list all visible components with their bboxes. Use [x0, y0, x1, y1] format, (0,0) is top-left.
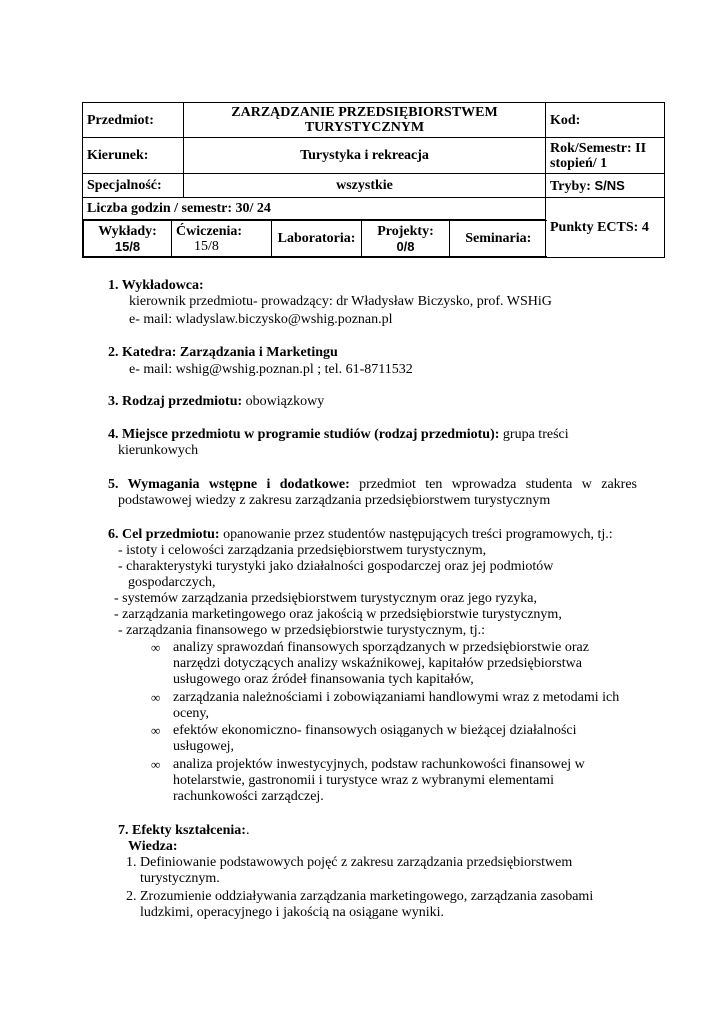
s6-value: opanowanie przez studentów następujących treści programowych, tj.: — [219, 527, 613, 542]
specjalnosc-value: wszystkie — [184, 174, 546, 198]
bullet-3-line1: efektów ekonomiczno- finansowych osiąganych w bieżącej działalności — [173, 723, 577, 738]
course-header-table — [82, 102, 665, 258]
bullet-infinity-icon: ∞ — [151, 640, 161, 655]
kod-label: Kod: — [546, 103, 665, 138]
punkty-label: Punkty ECTS — [550, 220, 634, 235]
tryby — [546, 174, 665, 198]
projekty-label: Projekty: — [377, 223, 434, 239]
tryby-value: S/NS — [594, 177, 625, 193]
cwiczenia-label: Ćwiczenia: — [176, 223, 243, 239]
punkty-ects — [546, 198, 665, 258]
punkty-value: : 4 — [633, 220, 649, 235]
s6-item-2: - charakterystyki turystyki jako działalności gospodarczej oraz jej podmiotów — [118, 559, 554, 574]
bullet-1-line2: narzędzi dotyczących analizy wskaźnikowej, kapitałów przedsiębiorstwa — [173, 656, 582, 671]
przedmiot-value-line1: ZARZĄDZANIE PRZEDSIĘBIORSTWEM — [231, 105, 498, 120]
bullet-1-line1: analizy sprawozdań finansowych sporządzanych w przedsiębiorstwie oraz — [173, 640, 589, 655]
s2-line1: e- mail: wshig@wshig.poznan.pl ; tel. 61-8711532 — [129, 362, 413, 377]
kierunek-label: Kierunek: — [83, 138, 184, 174]
s5-line2: podstawowej wiedzy z zakresu zarządzania przedsiębiorstwem turystycznym — [118, 493, 551, 508]
bullet-2-line2: oceny, — [173, 706, 210, 721]
laboratoria-cell: Laboratoria: — [272, 221, 362, 257]
s6-row — [108, 527, 613, 543]
s4-line2: kierunkowych — [118, 443, 199, 458]
s3-row — [108, 394, 324, 410]
s7-title: 7. Efekty kształcenia: — [118, 823, 246, 838]
bullet-infinity-icon: ∞ — [151, 690, 161, 705]
s6-item-5: - zarządzania finansowego w przedsiębiorstwie turystycznym, tj.: — [118, 623, 485, 638]
s1-line1: kierownik przedmiotu- prowadzący: dr Władysław Biczysko, prof. WSHiG — [129, 294, 552, 309]
kierunek-value: Turystyka i rekreacja — [184, 138, 546, 174]
przedmiot-label: Przedmiot: — [83, 103, 184, 138]
s6-title: 6. Cel przedmiotu: — [108, 527, 220, 542]
bullet-2-line1: zarządzania należnościami i zobowiązaniami handlowymi wraz z metodami ich — [173, 690, 620, 705]
s7-item-2-line1: 2. Zrozumienie oddziaływania zarządzania marketingowego, zarządzania zasobami — [126, 889, 594, 904]
s1-line2: e- mail: wladyslaw.biczysko@wshig.poznan.pl — [129, 312, 393, 327]
hours-breakdown — [83, 220, 546, 258]
rok-semestr — [546, 138, 665, 174]
s7-item-1-line2: turystycznym. — [140, 871, 220, 886]
s3-title: 3. Rodzaj przedmiotu: — [108, 394, 243, 409]
cwiczenia-cell — [172, 221, 272, 257]
bullet-4-line1: analiza projektów inwestycyjnych, podstaw rachunkowości finansowej w — [173, 757, 585, 772]
s4-title: 4. Miejsce przedmiotu w programie studiów (rodzaj przedmiotu): — [108, 427, 500, 442]
wyklady-label: Wykłady: — [98, 223, 157, 239]
cwiczenia-value: 15/8 — [194, 238, 219, 254]
bullet-4-line3: rachunkowości zarządczej. — [173, 789, 324, 804]
tryby-label: Tryby: — [550, 178, 591, 194]
seminaria-cell: Seminaria: — [450, 221, 547, 257]
bullet-infinity-icon: ∞ — [151, 723, 161, 738]
s6-item-3: - systemów zarządzania przedsiębiorstwem turystycznym oraz jego ryzyka, — [114, 591, 537, 606]
bullet-1-line3: usługowego oraz źródeł finansowania tych kapitałów, — [173, 672, 474, 687]
s7-item-2-line2: ludzkimi, operacyjnego i jakością na osiągane wyniki. — [140, 905, 445, 920]
s7-title-suffix: . — [245, 823, 250, 838]
s7-item-1-line1: 1. Definiowanie podstawowych pojęć z zakresu zarządzania przedsiębiorstwem — [126, 855, 573, 870]
specjalnosc-label: Specjalność: — [83, 174, 184, 198]
rok-line2: stopień/ 1 — [550, 155, 608, 171]
bullet-3-line2: usługowej, — [173, 739, 235, 754]
s5-value: przedmiot ten wprowadza studenta w zakres — [359, 477, 637, 492]
projekty-cell — [362, 221, 450, 257]
s6-item-2-cont: gospodarczych, — [128, 575, 216, 590]
projekty-value: 0/8 — [396, 238, 415, 254]
s7-wiedza: Wiedza: — [128, 839, 178, 854]
s2-title: 2. Katedra: Zarządzania i Marketingu — [108, 345, 338, 360]
przedmiot-value — [184, 103, 546, 138]
s4-value: grupa treści — [499, 427, 569, 442]
liczba-godzin: Liczba godzin / semestr: 30/ 24 — [83, 198, 546, 220]
przedmiot-value-line2: TURYSTYCZNYM — [304, 120, 425, 135]
bullet-4-line2: hotelarstwie, gastronomii i turystyce wraz z wybranymi elementami — [173, 773, 554, 788]
s5-title: 5. Wymagania wstępne i dodatkowe: — [108, 477, 350, 492]
s7-row — [118, 823, 249, 839]
s4-row — [108, 427, 569, 443]
wyklady-cell — [84, 221, 172, 257]
s1-title: 1. Wykładowca: — [108, 278, 204, 293]
s6-item-4: - zarządzania marketingowego oraz jakością w przedsiębiorstwie turystycznym, — [114, 607, 562, 622]
s6-item-1: - istoty i celowości zarządzania przedsiębiorstwem turystycznym, — [118, 543, 487, 558]
s3-value: obowiązkowy — [242, 394, 325, 409]
bullet-infinity-icon: ∞ — [151, 757, 161, 772]
wyklady-value: 15/8 — [114, 238, 141, 254]
rok-line1: Rok/Semestr: II — [550, 140, 647, 156]
s5-row — [108, 477, 637, 493]
